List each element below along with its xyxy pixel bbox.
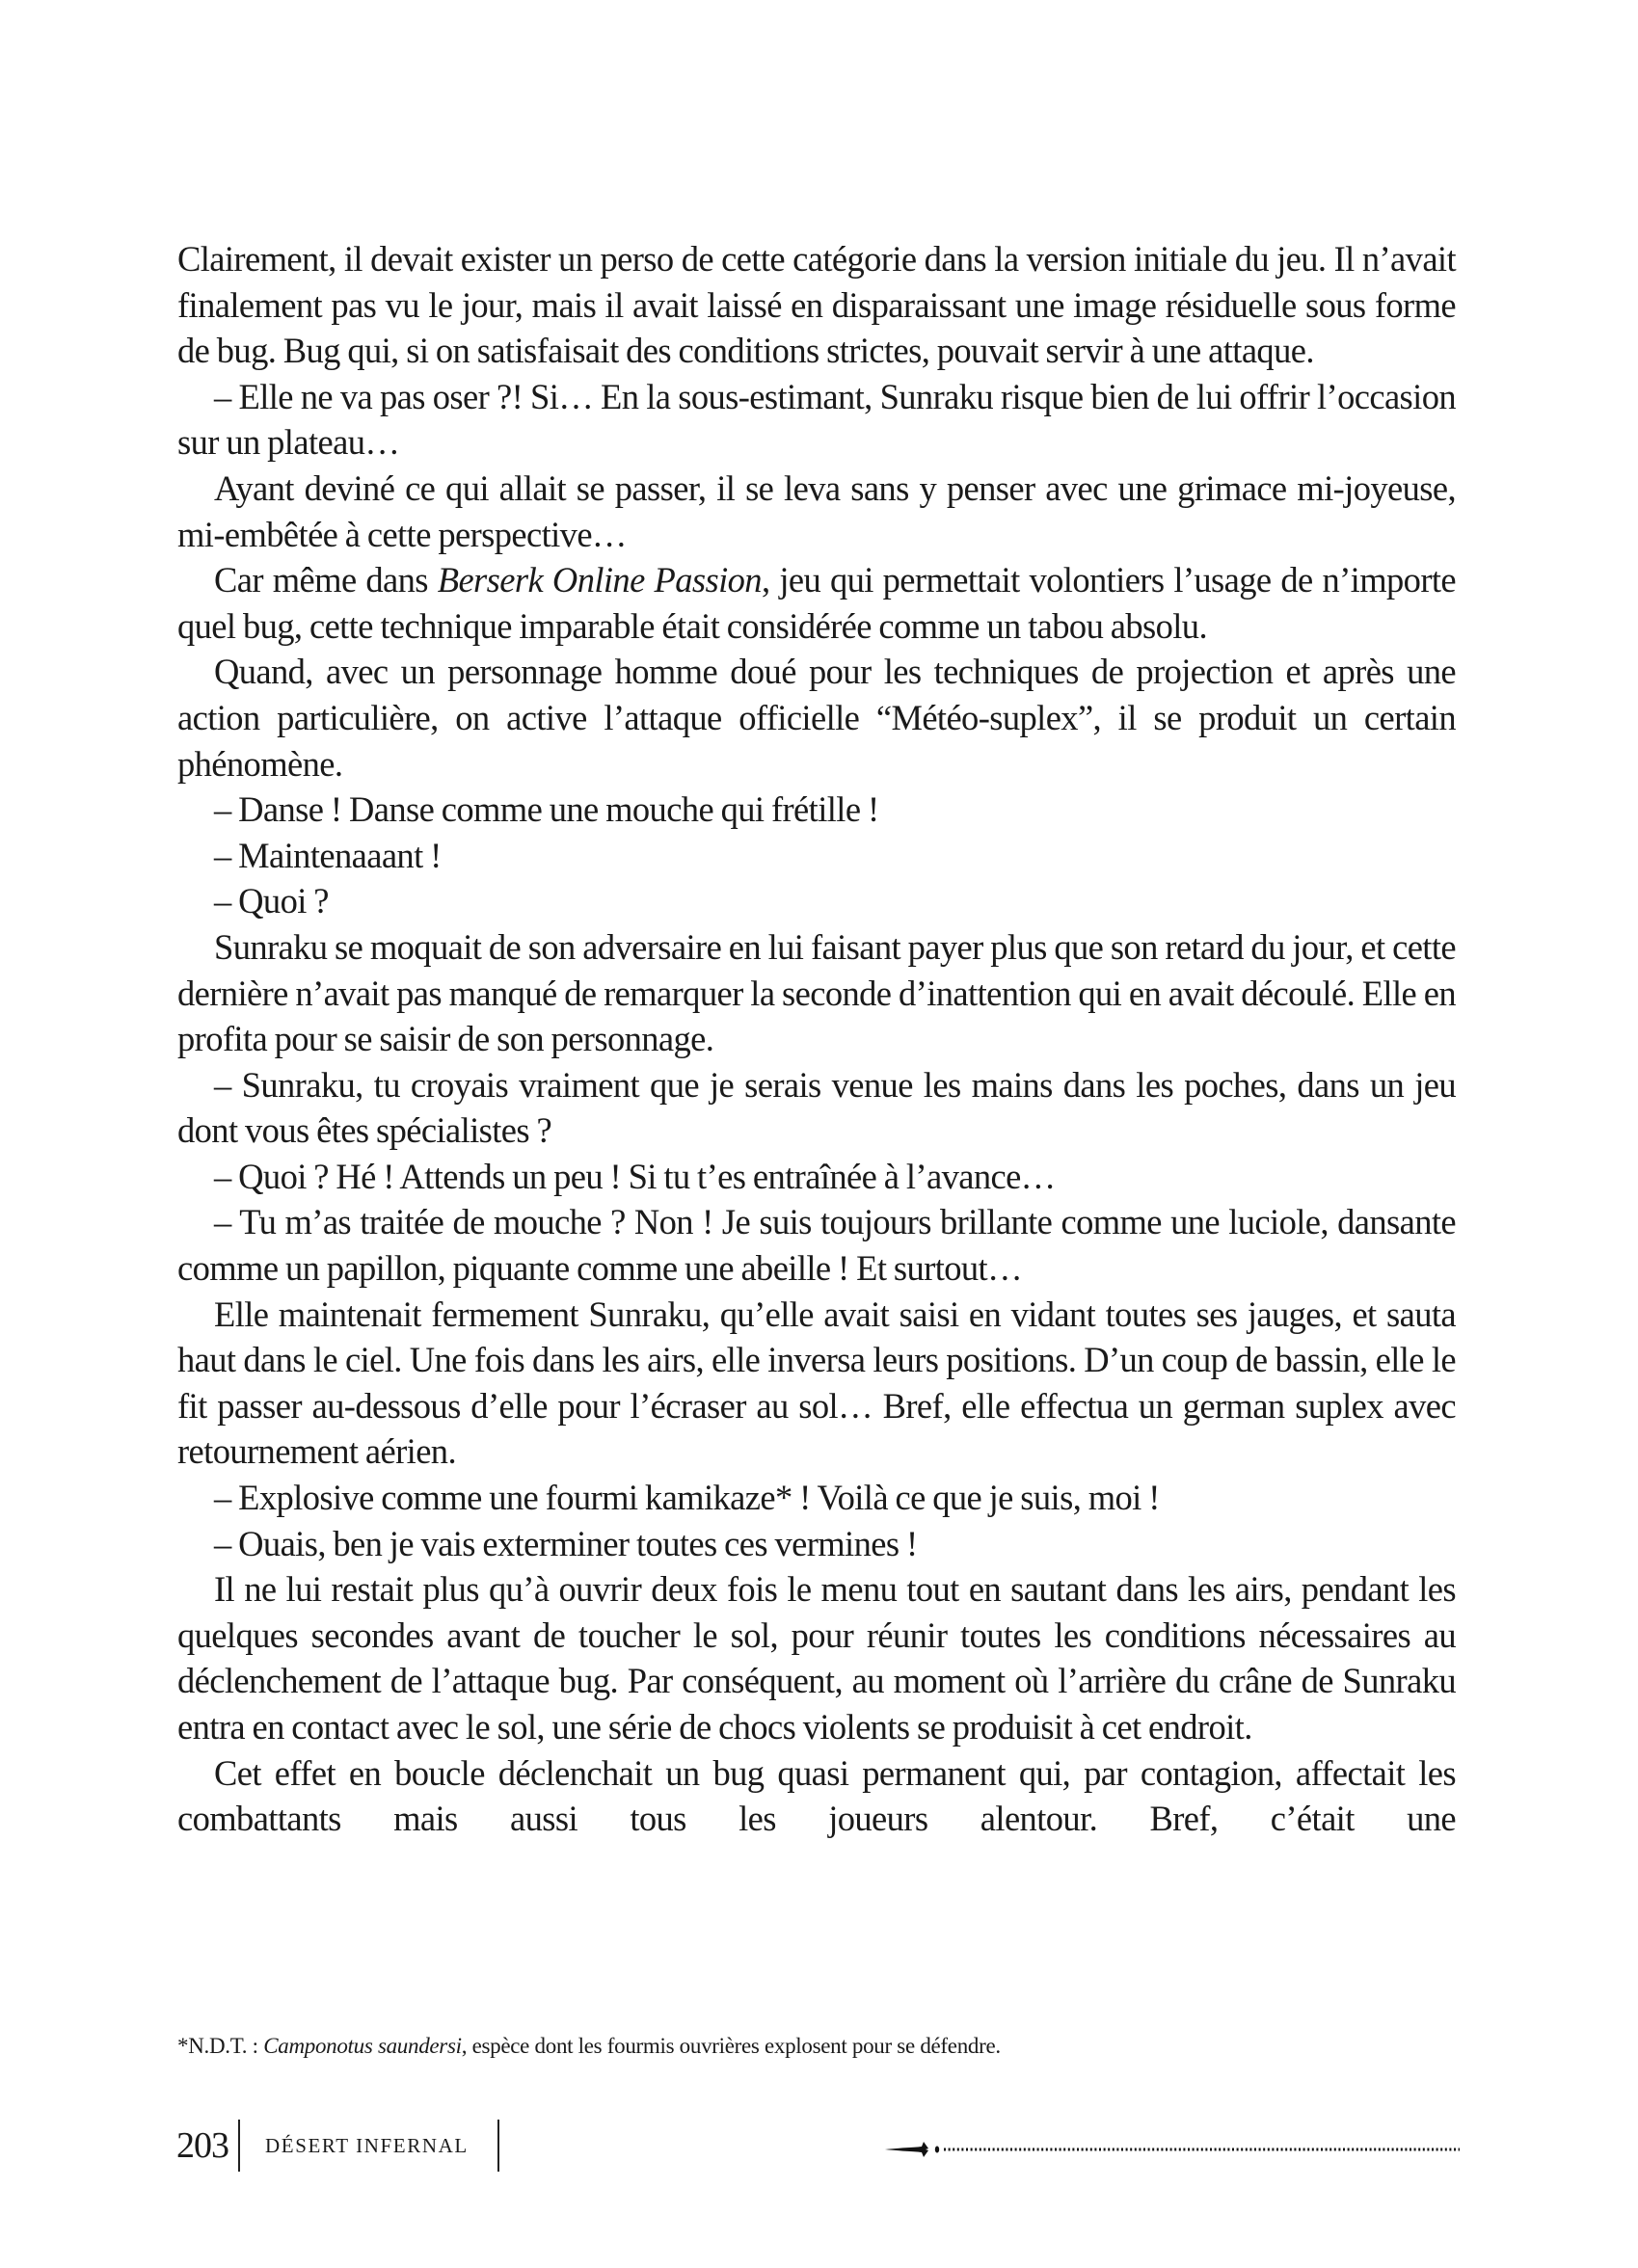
dialogue-line: – Elle ne va pas oser ?! Si… En la sous-estimant, Sunraku risque bien de lui offrir l’occasion sur un plateau… xyxy=(177,376,1456,463)
arrow-dotted-rule-ornament-icon xyxy=(885,2138,1463,2161)
paragraph: Quand, avec un personnage homme doué pour les techniques de projection et après une action particulière, on active l’attaque officielle “Météo-suplex”, il se produit un certain phénomène. xyxy=(177,652,1456,784)
paragraph: Il ne lui restait plus qu’à ouvrir deux fois le menu tout en sautant dans les airs, pendant les quelques secondes avant de toucher le sol, pour réunir toutes les conditions nécessaires au déclenchement de l’attaque bug. Par conséquent, au moment où l’arrière du crâne de Sunraku entra en contact avec le sol, une série de chocs violents se produisit à cet endroit. xyxy=(177,1569,1456,1747)
paragraph: Cet effet en boucle déclenchait un bug quasi permanent qui, par contagion, affectait les combattants mais aussi tous les joueurs alentour. Bref, c’était une xyxy=(177,1752,1456,1839)
paragraph: Elle maintenait fermement Sunraku, qu’elle avait saisi en vidant toutes ses jauges, et sauta haut dans le ciel. Une fois dans les airs, elle inversa leurs positions. D’un coup de bassin, elle le fit passer au-dessous d’elle pour l’écraser au sol… Bref, elle effectua un german suplex avec retournement aérien. xyxy=(177,1294,1456,1472)
running-title: DÉSERT INFERNAL xyxy=(265,2133,469,2157)
footer-divider xyxy=(238,2120,240,2172)
dialogue-line: – Ouais, ben je vais exterminer toutes ces vermines ! xyxy=(214,1523,918,1563)
ornament-dot xyxy=(935,2147,939,2153)
footnote-species-italic: Camponotus saundersi xyxy=(263,2034,462,2058)
game-title-italic: Berserk Online Passion xyxy=(437,560,762,600)
page-number: 203 xyxy=(176,2125,228,2166)
dialogue-line: – Danse ! Danse comme une mouche qui frétille ! xyxy=(214,789,879,830)
dialogue-line: – Quoi ? xyxy=(214,881,329,921)
paragraph-text: , jeu qui permettait volontiers l’usage de n’importe quel bug, cette technique imparable était considérée comme un tabou absolu. xyxy=(177,560,1457,646)
paragraph: Clairement, il devait exister un perso de cette catégorie dans la version initiale du jeu. Il n’avait finalement pas vu le jour, mais il avait laissé en disparaissant une image résiduelle sous forme de bug. Bug qui, si on satisfaisait des conditions strictes, pouvait servir à une attaque. xyxy=(177,239,1456,371)
dialogue-line: – Sunraku, tu croyais vraiment que je serais venue les mains dans les poches, dans un jeu dont vous êtes spécialistes ? xyxy=(177,1064,1456,1151)
dialogue-line: – Quoi ? Hé ! Attends un peu ! Si tu t’es entraînée à l’avance… xyxy=(214,1156,1056,1196)
paragraph: Ayant deviné ce qui allait se passer, il se leva sans y penser avec une grimace mi-joyeuse, mi-embêtée à cette perspective… xyxy=(177,467,1456,554)
paragraph xyxy=(177,557,1456,649)
dialogue-line: – Explosive comme une fourmi kamikaze* ! Voilà ce que je suis, moi ! xyxy=(214,1478,1160,1518)
footnote-text: , espèce dont les fourmis ouvrières explosent pour se défendre. xyxy=(461,2034,1001,2058)
body-text xyxy=(177,236,1456,1842)
footer-divider xyxy=(497,2120,499,2172)
footnote xyxy=(177,2034,1001,2059)
dialogue-line: – Maintenaaant ! xyxy=(214,835,442,875)
page-footer xyxy=(176,2119,499,2173)
arrow-head-icon xyxy=(885,2142,928,2157)
paragraph: Sunraku se moquait de son adversaire en lui faisant payer plus que son retard du jour, et cette dernière n’avait pas manqué de remarquer la seconde d’inattention qui en avait découlé. Elle en profita pour se saisir de son personnage. xyxy=(177,926,1456,1059)
paragraph-text: Car même dans xyxy=(214,560,438,600)
footnote-marker: *N.D.T. : xyxy=(177,2034,264,2058)
dialogue-line: – Tu m’as traitée de mouche ? Non ! Je suis toujours brillante comme une luciole, dansante comme un papillon, piquante comme une abeille ! Et surtout… xyxy=(177,1202,1456,1289)
